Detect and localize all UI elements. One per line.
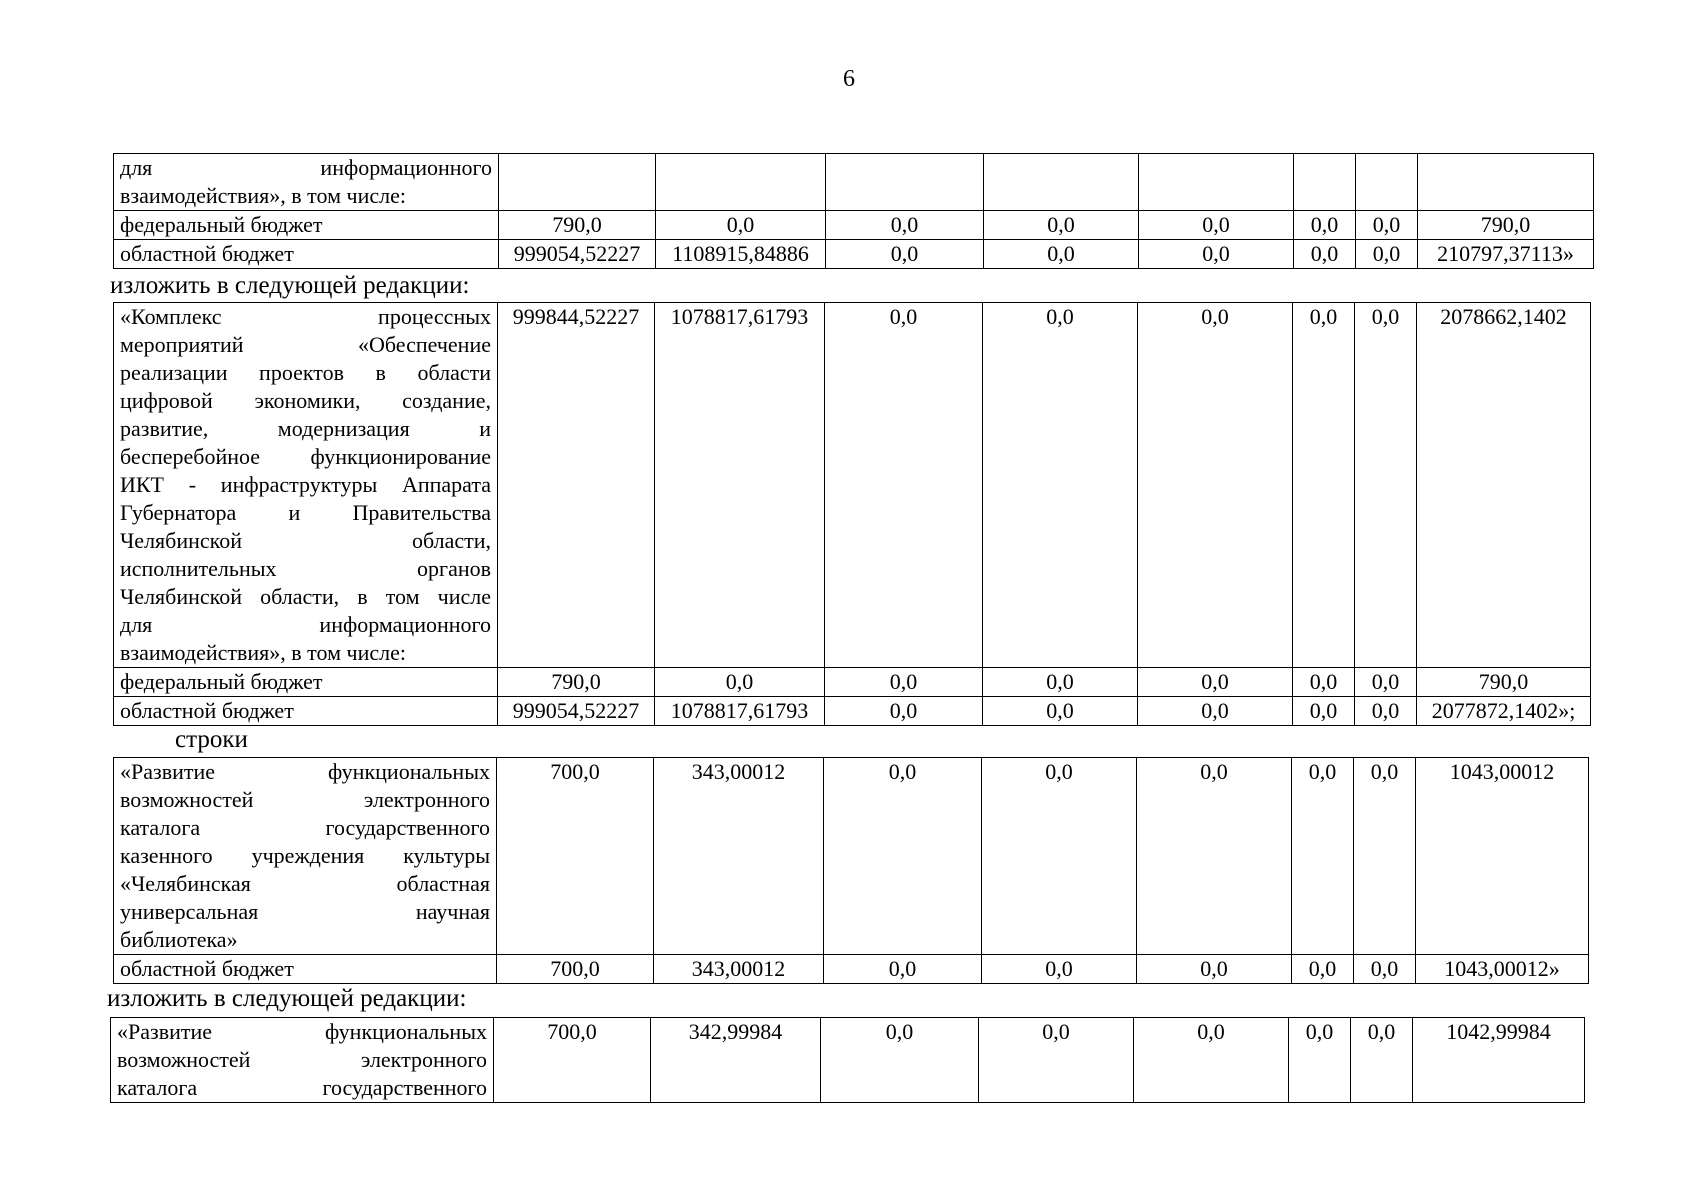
value-cell: 999054,52227: [498, 697, 655, 726]
value-cell: 700,0: [497, 758, 654, 955]
value-cell: 0,0: [655, 668, 825, 697]
section-caption: строки: [175, 726, 248, 753]
value-cell: 0,0: [826, 240, 984, 269]
value-cell: 0,0: [821, 1018, 979, 1103]
page-number: 6: [843, 66, 855, 92]
description-line: «Развитие функциональных: [120, 759, 490, 784]
value-cell: [1356, 154, 1418, 211]
value-cell: 999844,52227: [498, 303, 655, 668]
value-cell: 790,0: [498, 668, 655, 697]
description-line: взаимодействия», в том числе:: [120, 640, 406, 665]
value-cell: 999054,52227: [499, 240, 656, 269]
budget-table-block-1: [113, 153, 1594, 269]
description-line: ИКТ - инфраструктуры Аппарата: [120, 472, 491, 497]
value-cell: 0,0: [1293, 668, 1355, 697]
value-cell: 0,0: [982, 758, 1137, 955]
value-cell: 1078817,61793: [655, 303, 825, 668]
value-cell: 0,0: [1138, 668, 1293, 697]
description-line: для информационного: [120, 612, 491, 637]
value-cell: 0,0: [1355, 697, 1417, 726]
table-row: [114, 955, 1589, 984]
value-cell: 700,0: [497, 955, 654, 984]
value-cell: 0,0: [1293, 303, 1355, 668]
value-cell: 0,0: [825, 668, 983, 697]
table-row: [114, 668, 1591, 697]
table-row: [114, 758, 1589, 955]
description-line: «Комплекс процессных: [120, 304, 491, 329]
row-label: областной бюджет: [114, 955, 497, 984]
value-cell: 0,0: [983, 697, 1138, 726]
description-cell: [114, 758, 497, 955]
value-cell: 0,0: [1138, 697, 1293, 726]
value-cell: 0,0: [1139, 240, 1294, 269]
value-cell: 1108915,84886: [656, 240, 826, 269]
budget-table-block-3: [113, 757, 1589, 984]
value-cell: 0,0: [1137, 955, 1292, 984]
description-cell: [114, 303, 498, 668]
value-cell: 700,0: [494, 1018, 651, 1103]
description-cell: [114, 154, 499, 211]
description-line: исполнительных органов: [120, 556, 491, 581]
value-cell: 0,0: [979, 1018, 1134, 1103]
description-line: библиотека»: [120, 927, 238, 952]
value-cell: 0,0: [825, 303, 983, 668]
description-line: развитие, модернизация и: [120, 416, 491, 441]
description-line: взаимодействия», в том числе:: [120, 183, 406, 208]
value-cell: 1043,00012»: [1416, 955, 1589, 984]
description-line: каталога государственного: [120, 815, 490, 840]
description-line: каталога государственного: [117, 1075, 487, 1100]
value-cell: [656, 154, 826, 211]
description-line: возможностей электронного: [117, 1047, 487, 1072]
description-line: Челябинской области,: [120, 528, 491, 553]
value-cell: 0,0: [1137, 758, 1292, 955]
value-cell: 0,0: [983, 303, 1138, 668]
description-line: «Челябинская областная: [120, 871, 490, 896]
value-cell: 0,0: [1139, 211, 1294, 240]
value-cell: 790,0: [1417, 668, 1591, 697]
value-cell: 0,0: [1292, 758, 1354, 955]
value-cell: 0,0: [1355, 303, 1417, 668]
description-line: Челябинской области, в том числе: [120, 584, 491, 609]
budget-table-block-2: [113, 302, 1591, 726]
table-row: [114, 154, 1594, 211]
value-cell: 0,0: [984, 211, 1139, 240]
value-cell: 0,0: [1354, 955, 1416, 984]
value-cell: 2077872,1402»;: [1417, 697, 1591, 726]
value-cell: 0,0: [1354, 758, 1416, 955]
description-line: цифровой экономики, создание,: [120, 388, 491, 413]
description-line: «Развитие функциональных: [117, 1019, 487, 1044]
value-cell: 0,0: [1356, 211, 1418, 240]
section-caption: изложить в следующей редакции:: [107, 985, 467, 1012]
value-cell: 0,0: [826, 211, 984, 240]
table-row: [111, 1018, 1585, 1103]
value-cell: [984, 154, 1139, 211]
value-cell: 0,0: [825, 697, 983, 726]
value-cell: 0,0: [1138, 303, 1293, 668]
value-cell: [826, 154, 984, 211]
value-cell: [499, 154, 656, 211]
value-cell: 0,0: [1356, 240, 1418, 269]
budget-table-block-4: [110, 1017, 1585, 1103]
description-line: бесперебойное функционирование: [120, 444, 491, 469]
description-line: реализации проектов в области: [120, 360, 491, 385]
value-cell: 0,0: [984, 240, 1139, 269]
value-cell: 343,00012: [654, 955, 824, 984]
value-cell: 0,0: [1134, 1018, 1289, 1103]
description-line: для информационного: [120, 155, 492, 180]
value-cell: 0,0: [983, 668, 1138, 697]
description-line: универсальная научная: [120, 899, 490, 924]
value-cell: 1078817,61793: [655, 697, 825, 726]
value-cell: 0,0: [1293, 697, 1355, 726]
value-cell: 342,99984: [651, 1018, 821, 1103]
table-row: [114, 211, 1594, 240]
value-cell: 0,0: [1351, 1018, 1413, 1103]
value-cell: 0,0: [656, 211, 826, 240]
value-cell: 2078662,1402: [1417, 303, 1591, 668]
value-cell: [1294, 154, 1356, 211]
description-line: казенного учреждения культуры: [120, 843, 490, 868]
value-cell: 0,0: [1355, 668, 1417, 697]
value-cell: 0,0: [1292, 955, 1354, 984]
section-caption: изложить в следующей редакции:: [110, 272, 470, 299]
value-cell: 0,0: [824, 955, 982, 984]
value-cell: 0,0: [1294, 211, 1356, 240]
value-cell: 0,0: [982, 955, 1137, 984]
description-line: возможностей электронного: [120, 787, 490, 812]
value-cell: 790,0: [499, 211, 656, 240]
description-cell: [111, 1018, 494, 1103]
value-cell: 0,0: [824, 758, 982, 955]
value-cell: 1042,99984: [1413, 1018, 1585, 1103]
value-cell: 0,0: [1294, 240, 1356, 269]
row-label: федеральный бюджет: [114, 668, 498, 697]
table-row: [114, 697, 1591, 726]
description-line: Губернатора и Правительства: [120, 500, 491, 525]
value-cell: 0,0: [1289, 1018, 1351, 1103]
value-cell: 790,0: [1418, 211, 1594, 240]
value-cell: 343,00012: [654, 758, 824, 955]
row-label: областной бюджет: [114, 697, 498, 726]
table-row: [114, 240, 1594, 269]
value-cell: 1043,00012: [1416, 758, 1589, 955]
description-line: мероприятий «Обеспечение: [120, 332, 491, 357]
row-label: федеральный бюджет: [114, 211, 499, 240]
value-cell: [1418, 154, 1594, 211]
value-cell: [1139, 154, 1294, 211]
value-cell: 210797,37113»: [1418, 240, 1594, 269]
table-row: [114, 303, 1591, 668]
row-label: областной бюджет: [114, 240, 499, 269]
